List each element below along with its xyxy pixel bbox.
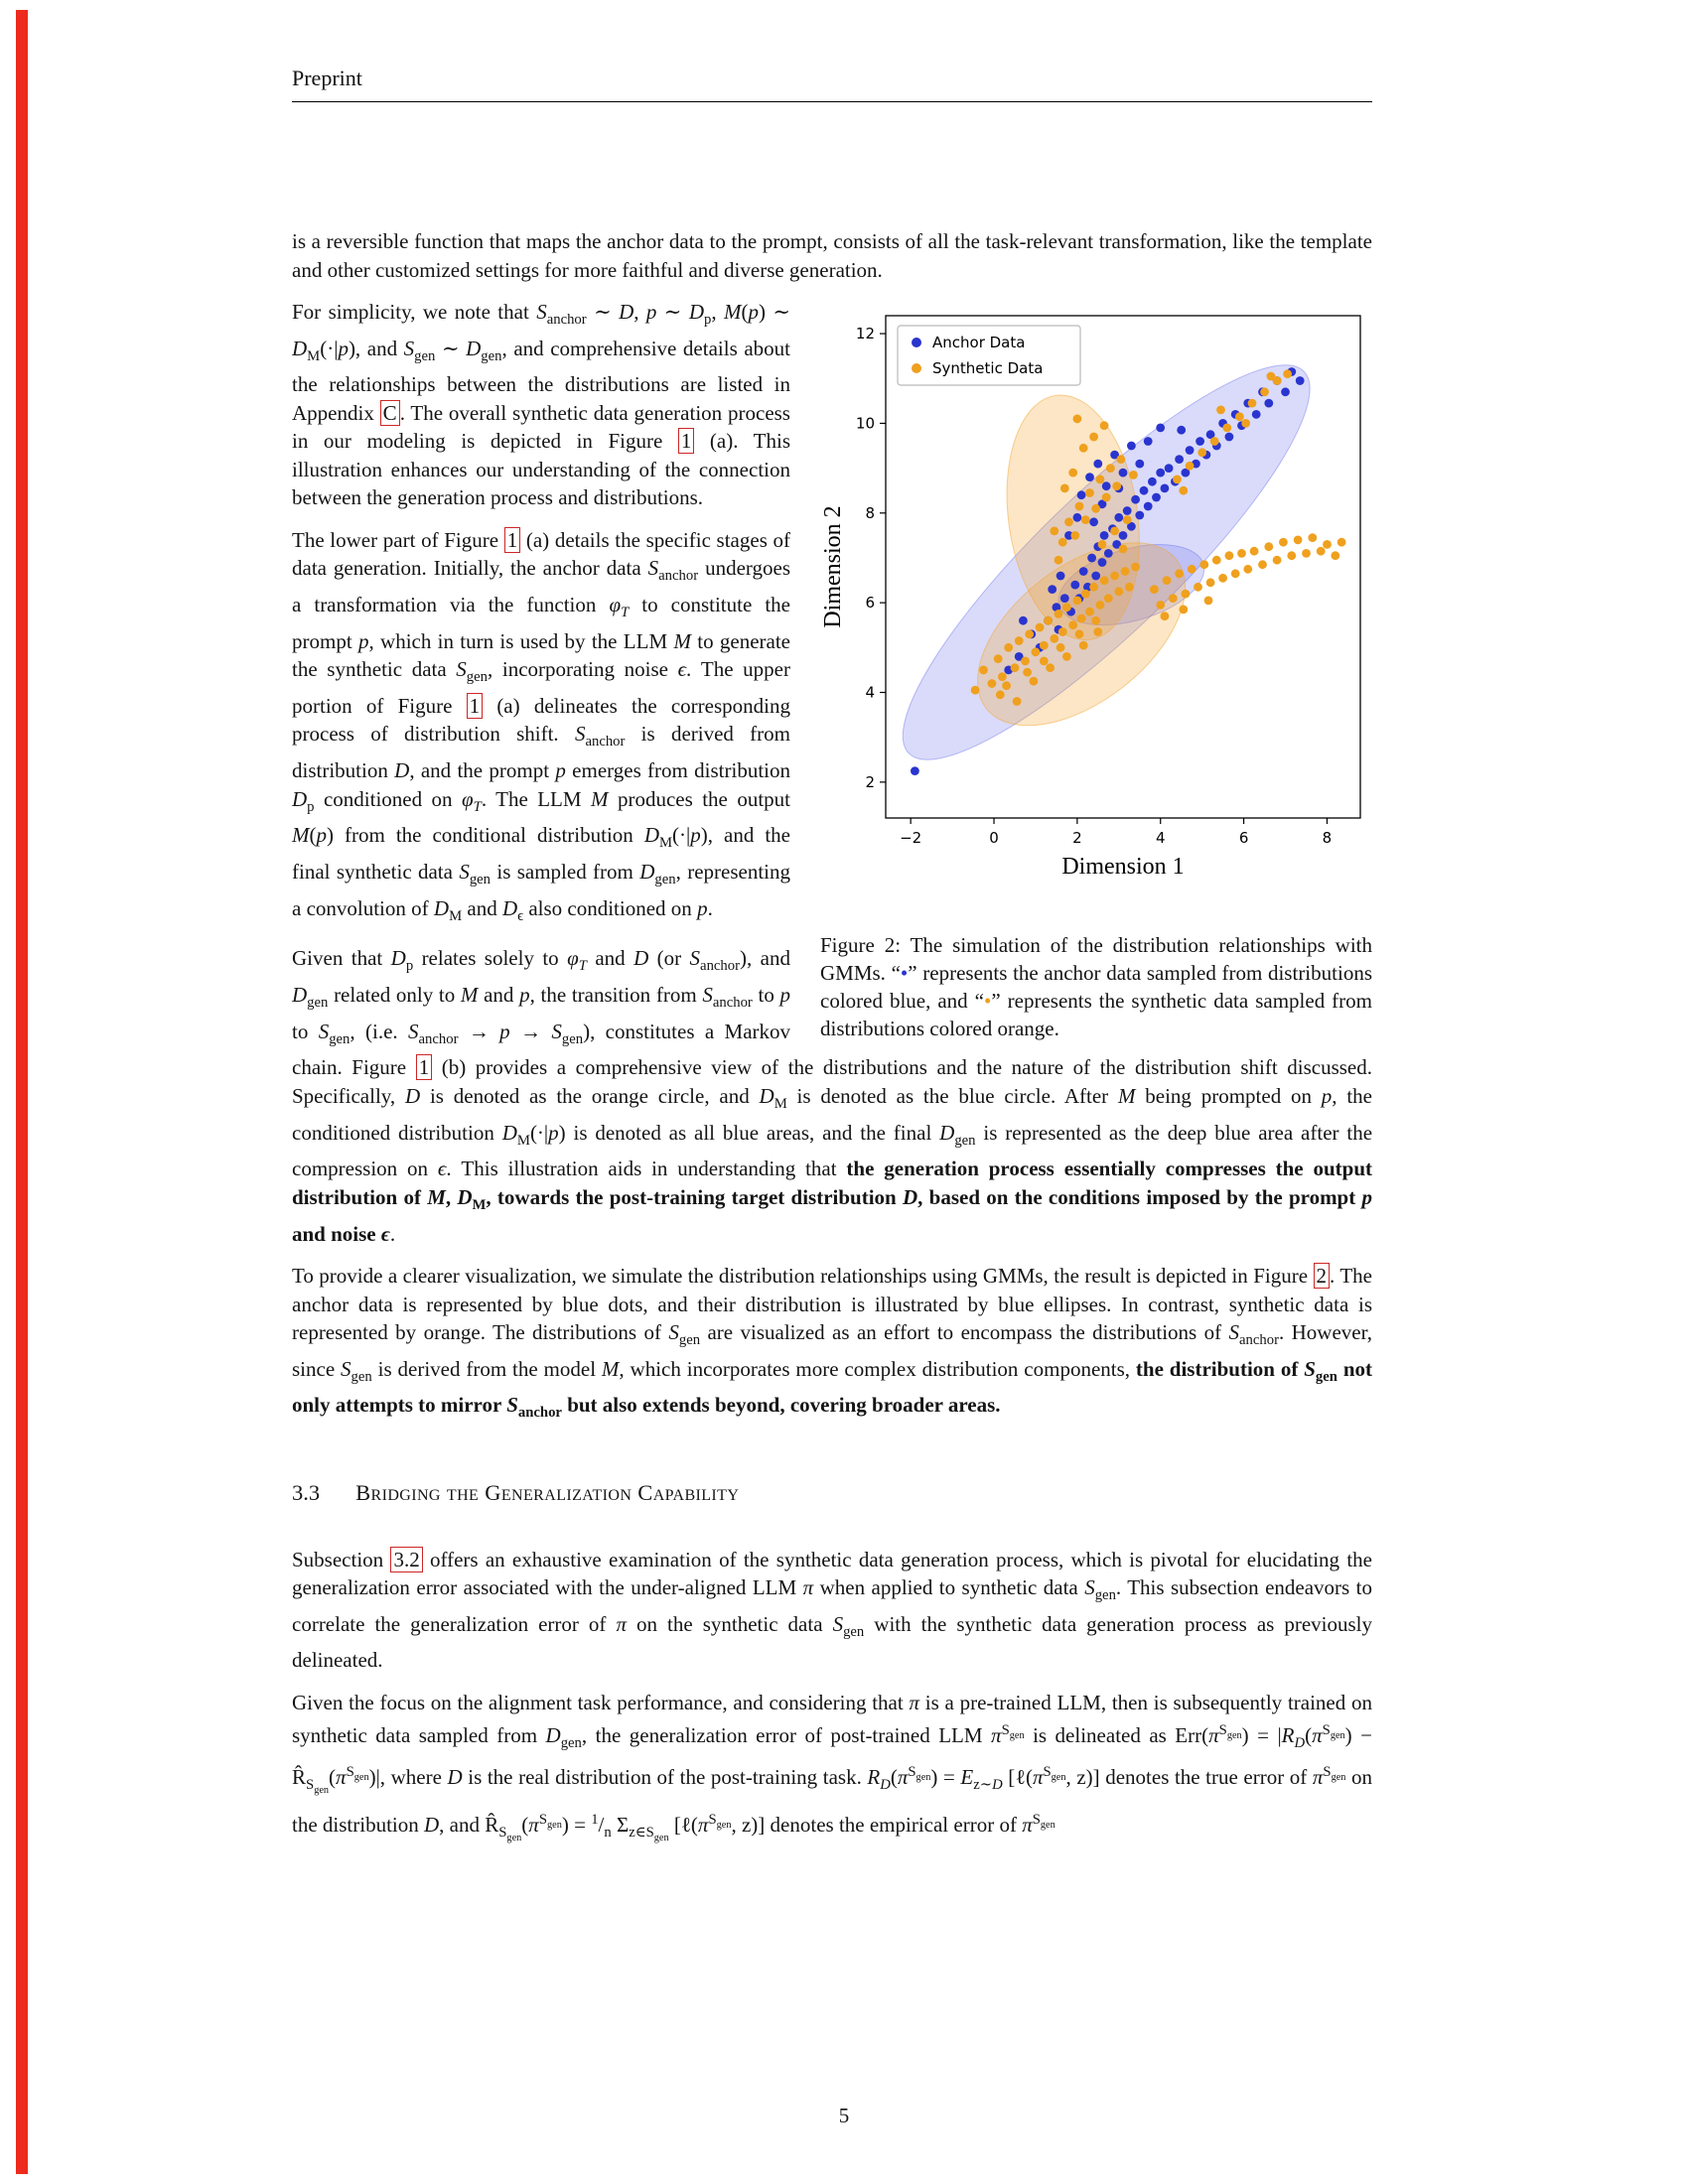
figure2-scatter-plot bbox=[820, 302, 1372, 897]
svg-text:2: 2 bbox=[865, 772, 875, 791]
inline-legend-dot: • bbox=[900, 961, 909, 985]
body-paragraph: The lower part of Figure 1 (a) details the specific stages of data generation. Initially, the anchor data $S_{anchor}$ undergoes a transformation via the function $\varphi_T$ to constitute the prompt p, which in turn is used by the LLM M to generate the synthetic data $S_{gen}$, incorporating noise ϵ. The upper portion of Figure 1 (a) delineates the corresponding process of distribution shift. $S_{anchor}$ is derived from distribution D, and the prompt p emerges from distribution $D_p$ conditioned on $\varphi_T$. The LLM M produces the output M(p) from the conditional distribution $D_M(\cdot|p)$, and the final synthetic data $S_{gen}$ is sampled from $D_{gen}$, representing a convolution of $D_M$ and $D_\epsilon$ also conditioned on p. bbox=[292, 527, 791, 924]
reference-link[interactable]: 3.2 bbox=[390, 1547, 422, 1572]
svg-text:2: 2 bbox=[1072, 829, 1082, 847]
reference-link[interactable]: 2 bbox=[1314, 1263, 1331, 1289]
page-content bbox=[292, 66, 1372, 1866]
section-number: 3.3 bbox=[292, 1480, 321, 1506]
section-heading-3-3 bbox=[292, 1479, 1372, 1508]
plot-legend bbox=[898, 326, 1080, 385]
x-axis-label: Dimension 1 bbox=[1061, 854, 1185, 880]
body-paragraph: For simplicity, we note that $S_{anchor}$ ∼ D, p ∼ $D_p$, M(p) ∼ $D_M(\cdot|p)$, and $S_{gen}$ ∼ $D_{gen}$, and comprehensive details about the relationships between the distributions are listed in Appendix C . The overall synthetic data generation process in our modeling is depicted in Figure 1 (a). This illustration enhances our understanding of the connection between the generation process and distributions. bbox=[292, 300, 791, 510]
header-text: Preprint bbox=[292, 66, 362, 90]
header-rule bbox=[292, 101, 1372, 102]
reference-link[interactable]: C bbox=[380, 400, 400, 426]
svg-text:6: 6 bbox=[1238, 829, 1249, 847]
body-paragraph: To provide a clearer visualization, we simulate the distribution relationships using GMMs, the result is depicted in Figure 2 . The anchor data is represented by blue dots, and their distribution is illustrated by blue ellipses. In contrast, synthetic data is represented by orange. The distributions of $S_{gen}$ are visualized as an effort to encompass the distributions of $S_{anchor}$. However, since $S_{gen}$ is derived from the model M, which incorporates more complex distribution components, the distribution of $S_{gen}$ not only attempts to mirror $S_{anchor}$ but also extends beyond, covering broader areas. bbox=[292, 1264, 1372, 1422]
arxiv-watermark-bar bbox=[16, 10, 28, 2174]
svg-text:4: 4 bbox=[1155, 829, 1166, 847]
body-paragraph: Given that $D_p$ relates solely to $\varphi_T$ and D (or $S_{anchor}$), and $D_{gen}$ related only to M and p, the transition from $S_{anchor}$ to p to $S_{gen}$, (i.e. $S_{anchor} \to p \to S_{gen}$), constitutes a Markov chain. Figure 1 (b) provides a comprehensive view of the distributions and the nature of the distribution shift discussed. Specifically, D is denoted as the orange circle, and $D_M$ is denoted as the blue circle. After M being prompted on p, the conditioned distribution $D_M(\cdot|p)$ is denoted as all blue areas, and the final $D_{gen}$ is represented as the deep blue area after the compression on ϵ. This illustration aids in understanding that the generation process essentially compresses the output distribution of M, $D_M$, towards the post-training target distribution D, based on the conditions imposed by the prompt p and noise ϵ. bbox=[292, 946, 1373, 1246]
reference-link[interactable]: 1 bbox=[416, 1054, 433, 1080]
svg-text:−2: −2 bbox=[900, 829, 922, 847]
svg-text:10: 10 bbox=[855, 414, 875, 433]
y-axis-label: Dimension 2 bbox=[820, 505, 846, 628]
page-number: 5 bbox=[838, 2104, 850, 2127]
figure2-caption: Figure 2: The simulation of the distribution relationships with GMMs. “•” represents the anchor data sampled from distributions colored blue, and “•” represents the synthetic data sampled from distributions colored orange. bbox=[820, 933, 1372, 1040]
legend-marker bbox=[912, 338, 921, 347]
running-header bbox=[292, 66, 1372, 91]
body-paragraph: Subsection 3.2 offers an exhaustive examination of the synthetic data generation process, which is pivotal for elucidating the generalization error associated with the under-aligned LLM π when applied to synthetic data $S_{gen}$. This subsection endeavors to correlate the generalization error of π on the synthetic data $S_{gen}$ with the synthetic data generation process as previously delineated. bbox=[292, 1547, 1373, 1673]
svg-text:8: 8 bbox=[1322, 829, 1333, 847]
svg-text:0: 0 bbox=[989, 829, 999, 847]
svg-text:12: 12 bbox=[855, 325, 875, 343]
body-text bbox=[292, 227, 1372, 1852]
reference-link[interactable]: 1 bbox=[467, 693, 484, 719]
figure-2 bbox=[820, 302, 1372, 1042]
legend-marker bbox=[912, 363, 921, 373]
legend-label: Synthetic Data bbox=[932, 359, 1044, 377]
svg-text:4: 4 bbox=[865, 683, 875, 702]
inline-legend-dot: • bbox=[984, 989, 992, 1013]
svg-text:8: 8 bbox=[865, 503, 875, 522]
reference-link[interactable]: 1 bbox=[678, 428, 695, 454]
body-paragraph: is a reversible function that maps the anchor data to the prompt, consists of all the task-relevant transformation, like the template and other customized settings for more faithful and diverse generation. bbox=[292, 229, 1372, 282]
svg-text:6: 6 bbox=[865, 594, 875, 613]
section-title: Bridging the Generalization Capability bbox=[355, 1480, 740, 1506]
body-paragraph: Given the focus on the alignment task performance, and considering that π is a pre-trained LLM, then is subsequently trained on synthetic data sampled from $D_{gen}$, the generalization error of post-trained LLM $\pi^{S_{gen}}$ is delineated as $Err(\pi^{S_{gen}}) = |R_D(\pi^{S_{gen}})$ − $R̂_{S_{gen}}(\pi^{S_{gen}})|$, where D is the real distribution of the post-training task. $R_D(\pi^{S_{gen}}) = E_{z\sim D}$ [$\ell(\pi^{S_{gen}}$, z)] denotes the true error of $\pi^{S_{gen}}$ on the distribution D, and $R̂_{S_{gen}}(\pi^{S_{gen}}) = ^1/_n$ $\Sigma_{z\in S_{gen}}$ [$\ell(\pi^{S_{gen}}$, z)] denotes the empirical error of $\pi^{S_{gen}}$ bbox=[292, 1690, 1373, 1843]
legend-label: Anchor Data bbox=[932, 334, 1026, 351]
reference-link[interactable]: 1 bbox=[504, 527, 521, 553]
